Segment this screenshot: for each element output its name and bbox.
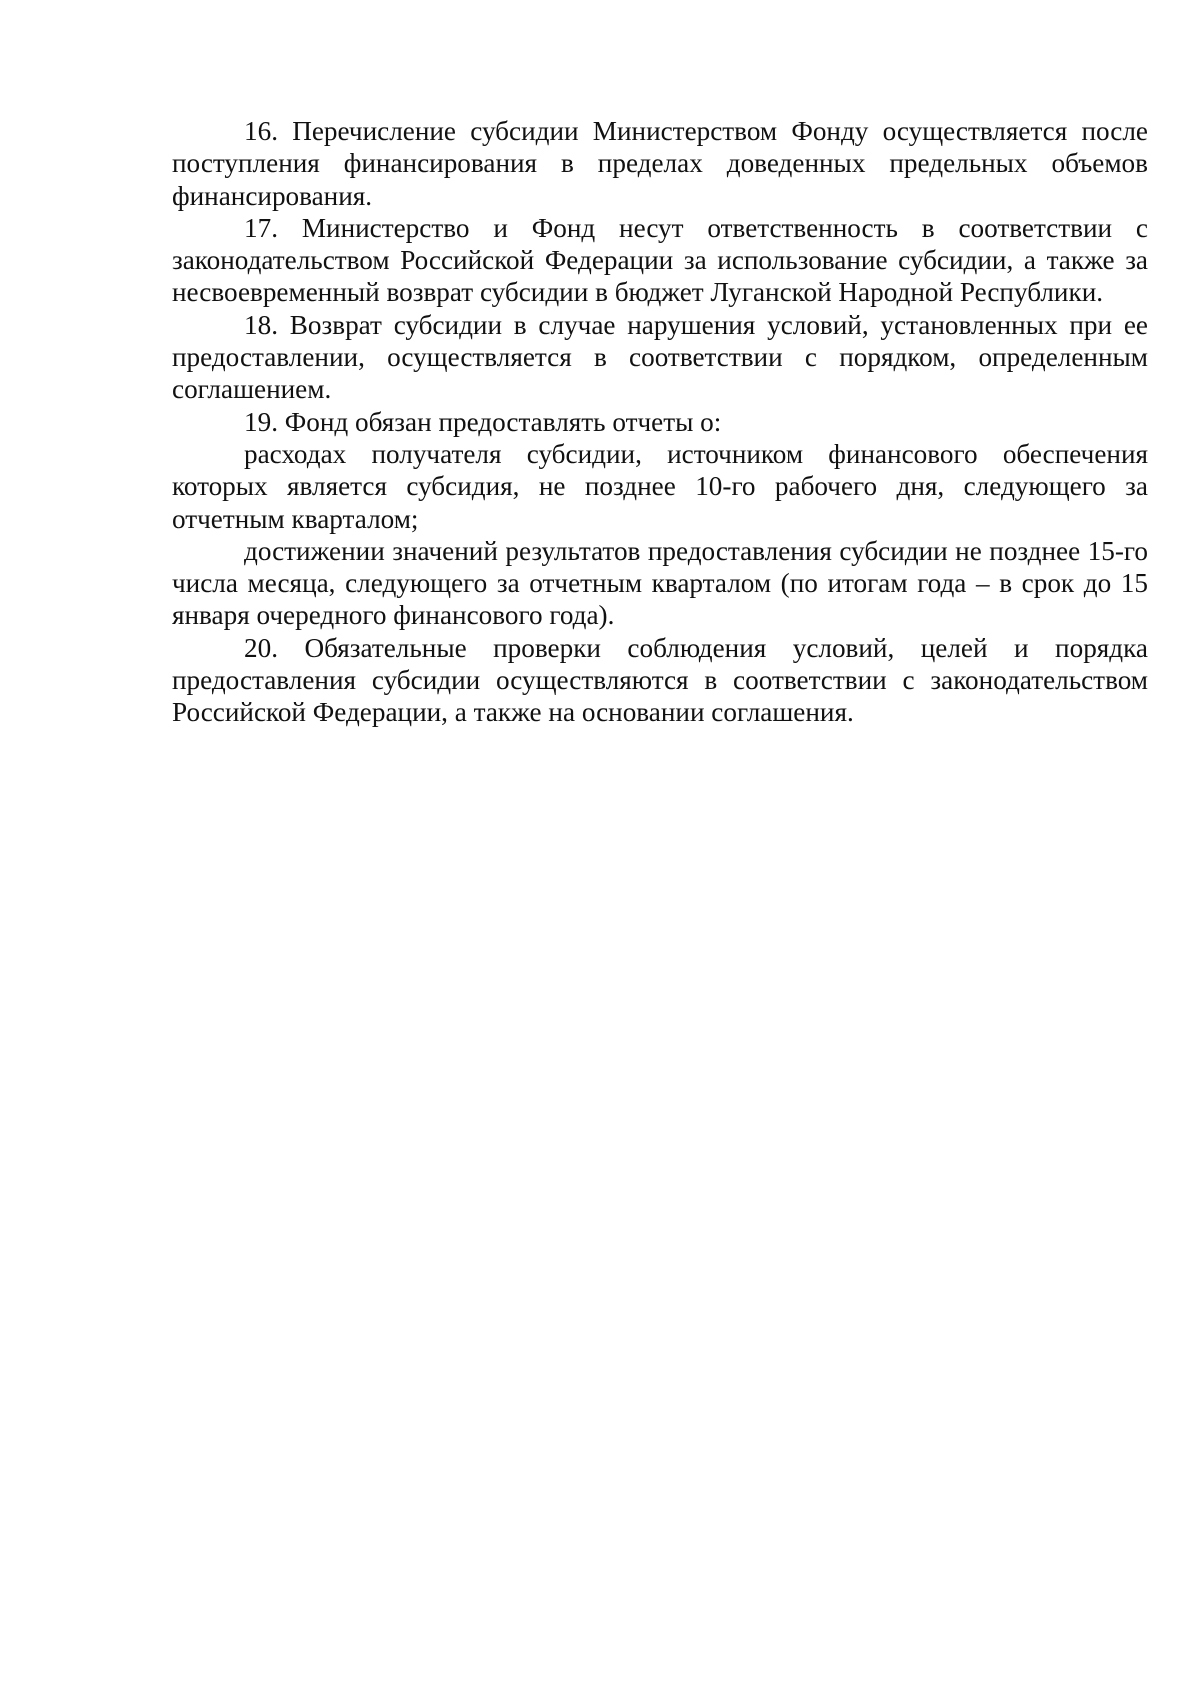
document-body (172, 115, 1148, 729)
paragraph-19-item-expenses: расходах получателя субсидии, источником финансового обеспечения которых является субсидия, не позднее 10-го рабочего дня, следующего за отчетным кварталом; (172, 438, 1148, 534)
paragraph-16: 16. Перечисление субсидии Министерством Фонду осуществляется после поступления финансирования в пределах доведенных предельных объемов финансирования. (172, 116, 1148, 211)
paragraph-19: 19. Фонд обязан предоставлять отчеты о: (244, 406, 722, 437)
paragraph-19-item-results: достижении значений результатов предоставления субсидии не позднее 15-го числа месяца, следующего за отчетным кварталом (по итогам года – в срок до 15 января очередного финансового года). (172, 535, 1148, 631)
paragraph-17: 17. Министерство и Фонд несут ответственность в соответствии с законодательством Российской Федерации за использование субсидии, а также за несвоевременный возврат субсидии в бюджет Луганской Народной Республики. (172, 212, 1148, 308)
paragraph-18: 18. Возврат субсидии в случае нарушения условий, установленных при ее предоставлении, осуществляется в соответствии с порядком, определенным соглашением. (172, 309, 1148, 405)
paragraph-20: 20. Обязательные проверки соблюдения условий, целей и порядка предоставления субсидии осуществляются в соответствии с законодательством Российской Федерации, а также на основании соглашения. (172, 632, 1148, 728)
